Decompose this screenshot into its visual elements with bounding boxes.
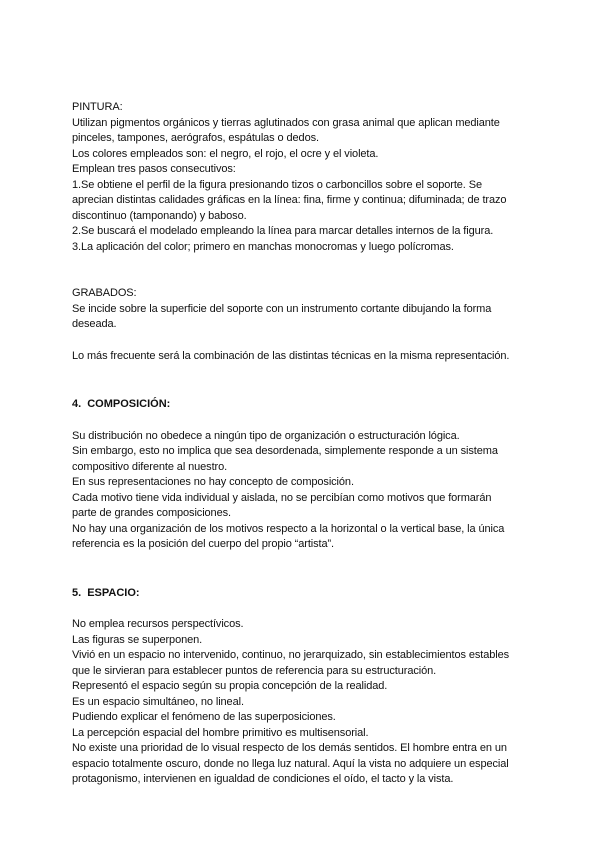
composicion-line: Su distribución no obedece a ningún tipo de organización o estructuración lógica.: [72, 429, 460, 442]
espacio-line: No existe una prioridad de lo visual respecto de los demás sentidos. El hombre entra en un: [72, 742, 507, 754]
espacio-line: protagonismo, intervienen en igualdad de condiciones el oído, el tacto y la vista.: [72, 773, 454, 785]
composicion-line: referencia es la posición del cuerpo del propio “artista”.: [72, 538, 335, 550]
espacio-number: 5.: [72, 586, 82, 599]
pintura-line: Los colores empleados son: el negro, el rojo, el ocre y el violeta.: [72, 147, 379, 160]
document-body: [72, 100, 532, 788]
espacio-line: Vivió en un espacio no intervenido, continuo, no jerarquizado, sin establecimientos estables: [72, 649, 509, 661]
grabados-section: [72, 286, 532, 364]
pintura-line: Emplean tres pasos consecutivos:: [72, 163, 236, 175]
espacio-line: Representó el espacio según su propia concepción de la realidad.: [72, 680, 388, 692]
composicion-heading: [72, 397, 532, 413]
pintura-line: Utilizan pigmentos orgánicos y tierras aglutinados con grasa animal que aplican mediante: [72, 116, 500, 129]
pintura-line: 1.Se obtiene el perfil de la figura presionando tizos o carboncillos sobre el soporte. Se: [72, 178, 482, 191]
grabados-line: Se incide sobre la superficie del soporte con un instrumento cortante dibujando la forma: [72, 302, 492, 315]
espacio-line: espacio totalmente oscuro, donde no llega luz natural. Aquí la vista no adquiere un especial: [72, 757, 509, 770]
pintura-line: pinceles, tampones, aerógrafos, espátulas o dedos.: [72, 132, 319, 144]
spacer: [72, 333, 532, 349]
composicion-line: No hay una organización de los motivos respecto a la horizontal o la vertical base, la única: [72, 522, 505, 535]
pintura-line: discontinuo (tamponando) y baboso.: [72, 209, 247, 222]
composicion-line: compositivo diferente al nuestro.: [72, 460, 228, 473]
composicion-section: [72, 397, 532, 553]
espacio-line: No emplea recursos perspectívicos.: [72, 618, 244, 630]
spacer: [72, 255, 532, 286]
espacio-title: ESPACIO:: [87, 586, 140, 599]
pintura-line: 2.Se buscará el modelado empleando la línea para marcar detalles internos de la figura.: [72, 225, 494, 237]
espacio-line: Es un espacio simultáneo, no lineal.: [72, 695, 244, 708]
grabados-title: GRABADOS:: [72, 287, 137, 299]
spacer: [72, 413, 532, 429]
spacer: [72, 601, 532, 617]
pintura-line: aprecian distintas calidades gráficas en la línea: fina, firme y continua; difuminada; de trazo: [72, 194, 507, 206]
pintura-title: PINTURA:: [72, 101, 123, 113]
composicion-line: En sus representaciones no hay concepto de composición.: [72, 476, 354, 488]
composicion-line: Sin embargo, esto no implica que sea desordenada, simplemente responde a un sistema: [72, 445, 498, 457]
espacio-line: Las figuras se superponen.: [72, 633, 203, 646]
spacer: [72, 553, 532, 584]
composicion-line: Cada motivo tiene vida individual y aislada, no se percibían como motivos que formarán: [72, 491, 492, 504]
grabados-line: deseada.: [72, 318, 117, 330]
composicion-title: COMPOSICIÓN:: [87, 398, 171, 410]
espacio-line: que le sirvieran para establecer puntos de referencia para su estructuración.: [72, 664, 437, 677]
espacio-section: [72, 586, 532, 788]
espacio-line: Pudiendo explicar el fenómeno de las superposiciones.: [72, 711, 336, 723]
espacio-line: La percepción espacial del hombre primitivo es multisensorial.: [72, 726, 369, 739]
composicion-number: 4.: [72, 398, 82, 410]
espacio-heading: [72, 586, 532, 602]
grabados-note: Lo más frecuente será la combinación de las distintas técnicas en la misma representación.: [72, 349, 510, 362]
spacer: [72, 364, 532, 395]
composicion-line: parte de grandes composiciones.: [72, 507, 231, 519]
pintura-line: 3.La aplicación del color; primero en manchas monocromas y luego polícromas.: [72, 240, 454, 253]
pintura-section: [72, 100, 532, 255]
